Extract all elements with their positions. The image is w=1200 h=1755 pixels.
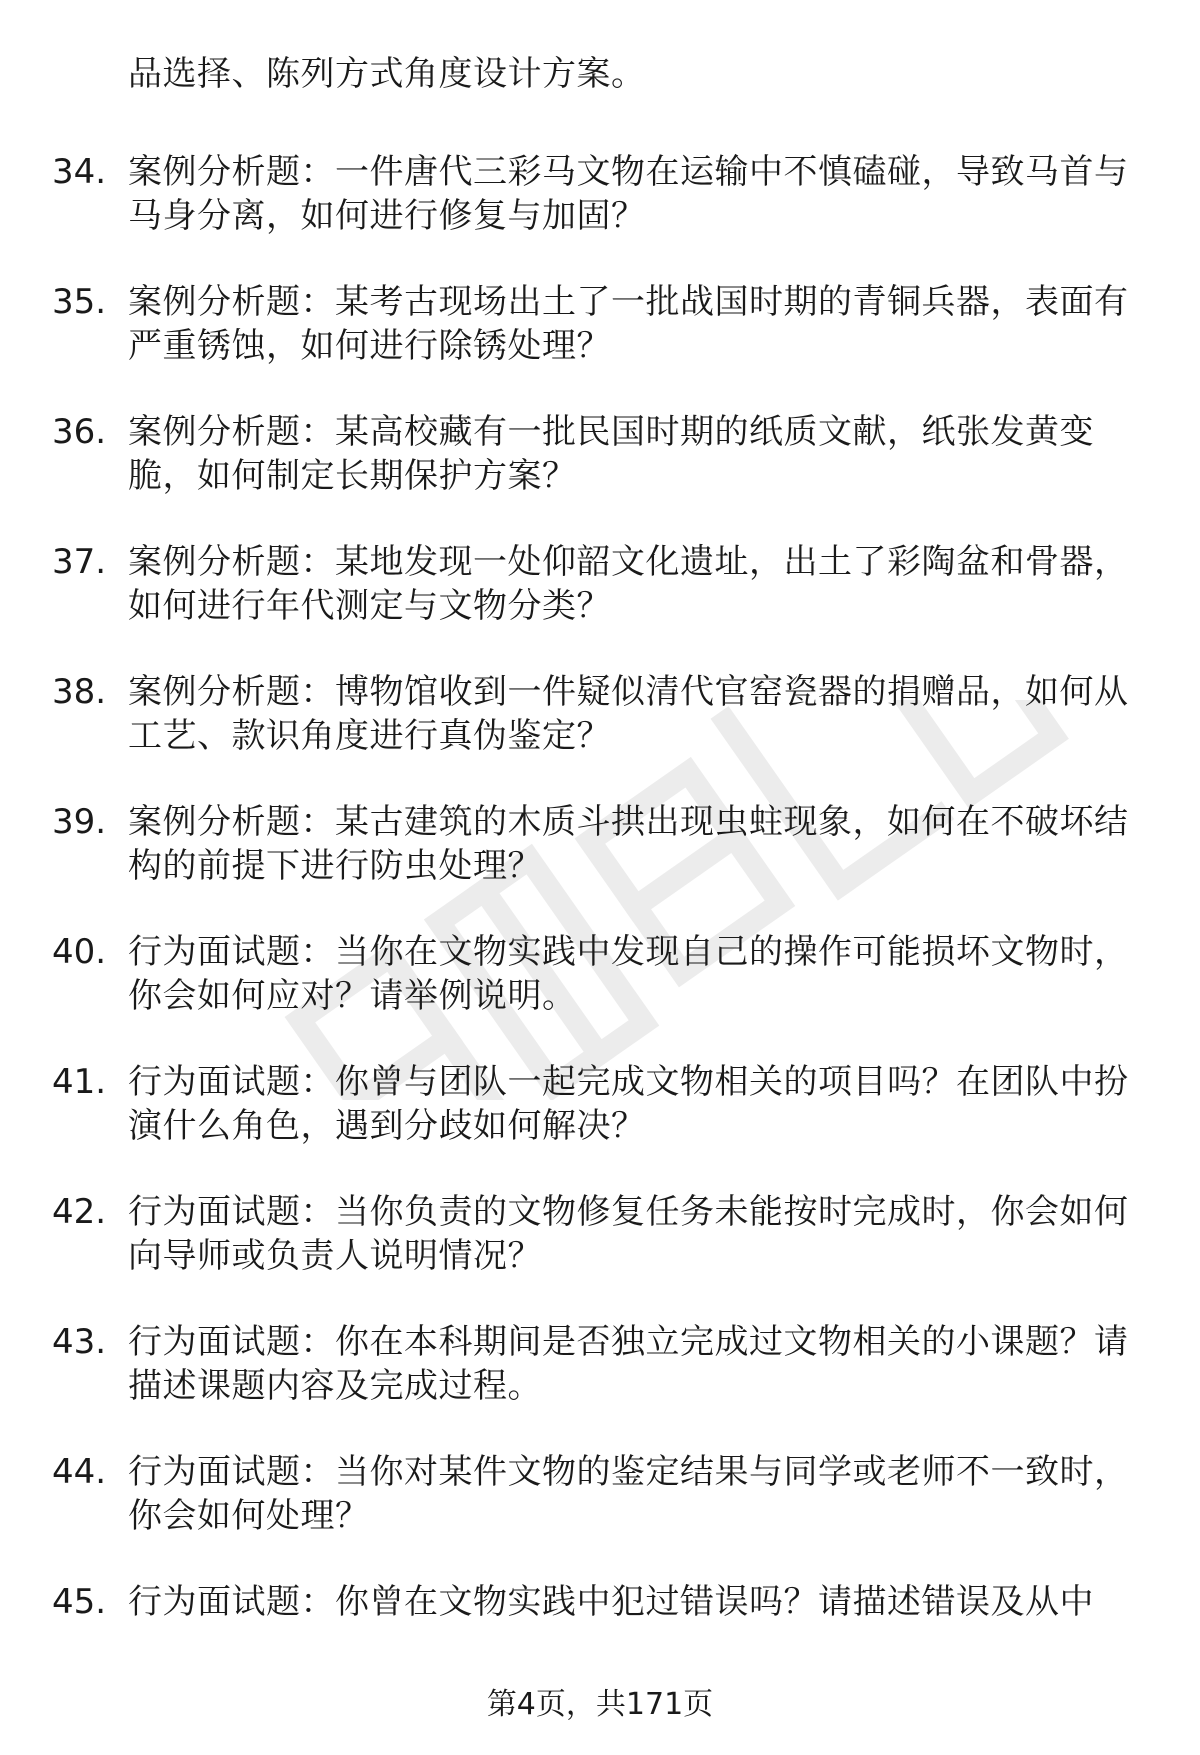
list-item	[0, 150, 1200, 280]
list-item	[0, 930, 1200, 1060]
question-text: 案例分析题：一件唐代三彩马文物在运输中不慎磕碰，导致马首与马身分离，如何进行修复与加固？	[128, 152, 1129, 236]
question-number: 40.	[52, 932, 107, 972]
list-item	[0, 670, 1200, 800]
question-text: 行为面试题：你在本科期间是否独立完成过文物相关的小课题？请描述课题内容及完成过程。	[128, 1322, 1129, 1406]
question-number: 37.	[52, 542, 107, 582]
list-item	[0, 800, 1200, 930]
question-number: 45.	[52, 1582, 107, 1622]
question-number: 38.	[52, 672, 107, 712]
question-number: 44.	[52, 1452, 107, 1492]
question-text: 行为面试题：当你在文物实践中发现自己的操作可能损坏文物时，你会如何应对？请举例说明。	[128, 932, 1129, 1016]
question-number: 36.	[52, 412, 107, 452]
list-item	[0, 1320, 1200, 1450]
question-text: 案例分析题：某古建筑的木质斗拱出现虫蛀现象，如何在不破坏结构的前提下进行防虫处理？	[128, 802, 1129, 886]
question-number: 42.	[52, 1192, 107, 1232]
question-number: 41.	[52, 1062, 107, 1102]
list-item	[0, 280, 1200, 410]
question-text: 行为面试题：当你负责的文物修复任务未能按时完成时，你会如何向导师或负责人说明情况？	[128, 1192, 1129, 1276]
question-text: 行为面试题：当你对某件文物的鉴定结果与同学或老师不一致时，你会如何处理？	[128, 1452, 1129, 1536]
question-text: 案例分析题：某考古现场出土了一批战国时期的青铜兵器，表面有严重锈蚀，如何进行除锈处理？	[128, 282, 1129, 366]
question-list	[0, 150, 1200, 1710]
question-text: 行为面试题：你曾与团队一起完成文物相关的项目吗？在团队中扮演什么角色，遇到分歧如何解决？	[128, 1062, 1129, 1146]
list-item	[0, 1060, 1200, 1190]
list-item	[0, 1450, 1200, 1580]
question-number: 39.	[52, 802, 107, 842]
list-item	[0, 1190, 1200, 1320]
question-text: 行为面试题：你曾在文物实践中犯过错误吗？请描述错误及从中	[128, 1582, 1094, 1622]
question-text: 案例分析题：某地发现一处仰韶文化遗址，出土了彩陶盆和骨器，如何进行年代测定与文物分类？	[128, 542, 1129, 626]
question-number: 35.	[52, 282, 107, 322]
question-number: 43.	[52, 1322, 107, 1362]
list-item	[0, 540, 1200, 670]
question-text: 案例分析题：博物馆收到一件疑似清代官窑瓷器的捐赠品，如何从工艺、款识角度进行真伪鉴定？	[128, 672, 1129, 756]
list-item	[0, 410, 1200, 540]
question-text: 案例分析题：某高校藏有一批民国时期的纸质文献，纸张发黄变脆，如何制定长期保护方案？	[128, 412, 1094, 496]
continuation-text: 品选择、陈列方式角度设计方案。	[128, 54, 646, 94]
question-number: 34.	[52, 152, 107, 192]
page-number-footer: 第4页，共171页	[486, 1687, 714, 1722]
